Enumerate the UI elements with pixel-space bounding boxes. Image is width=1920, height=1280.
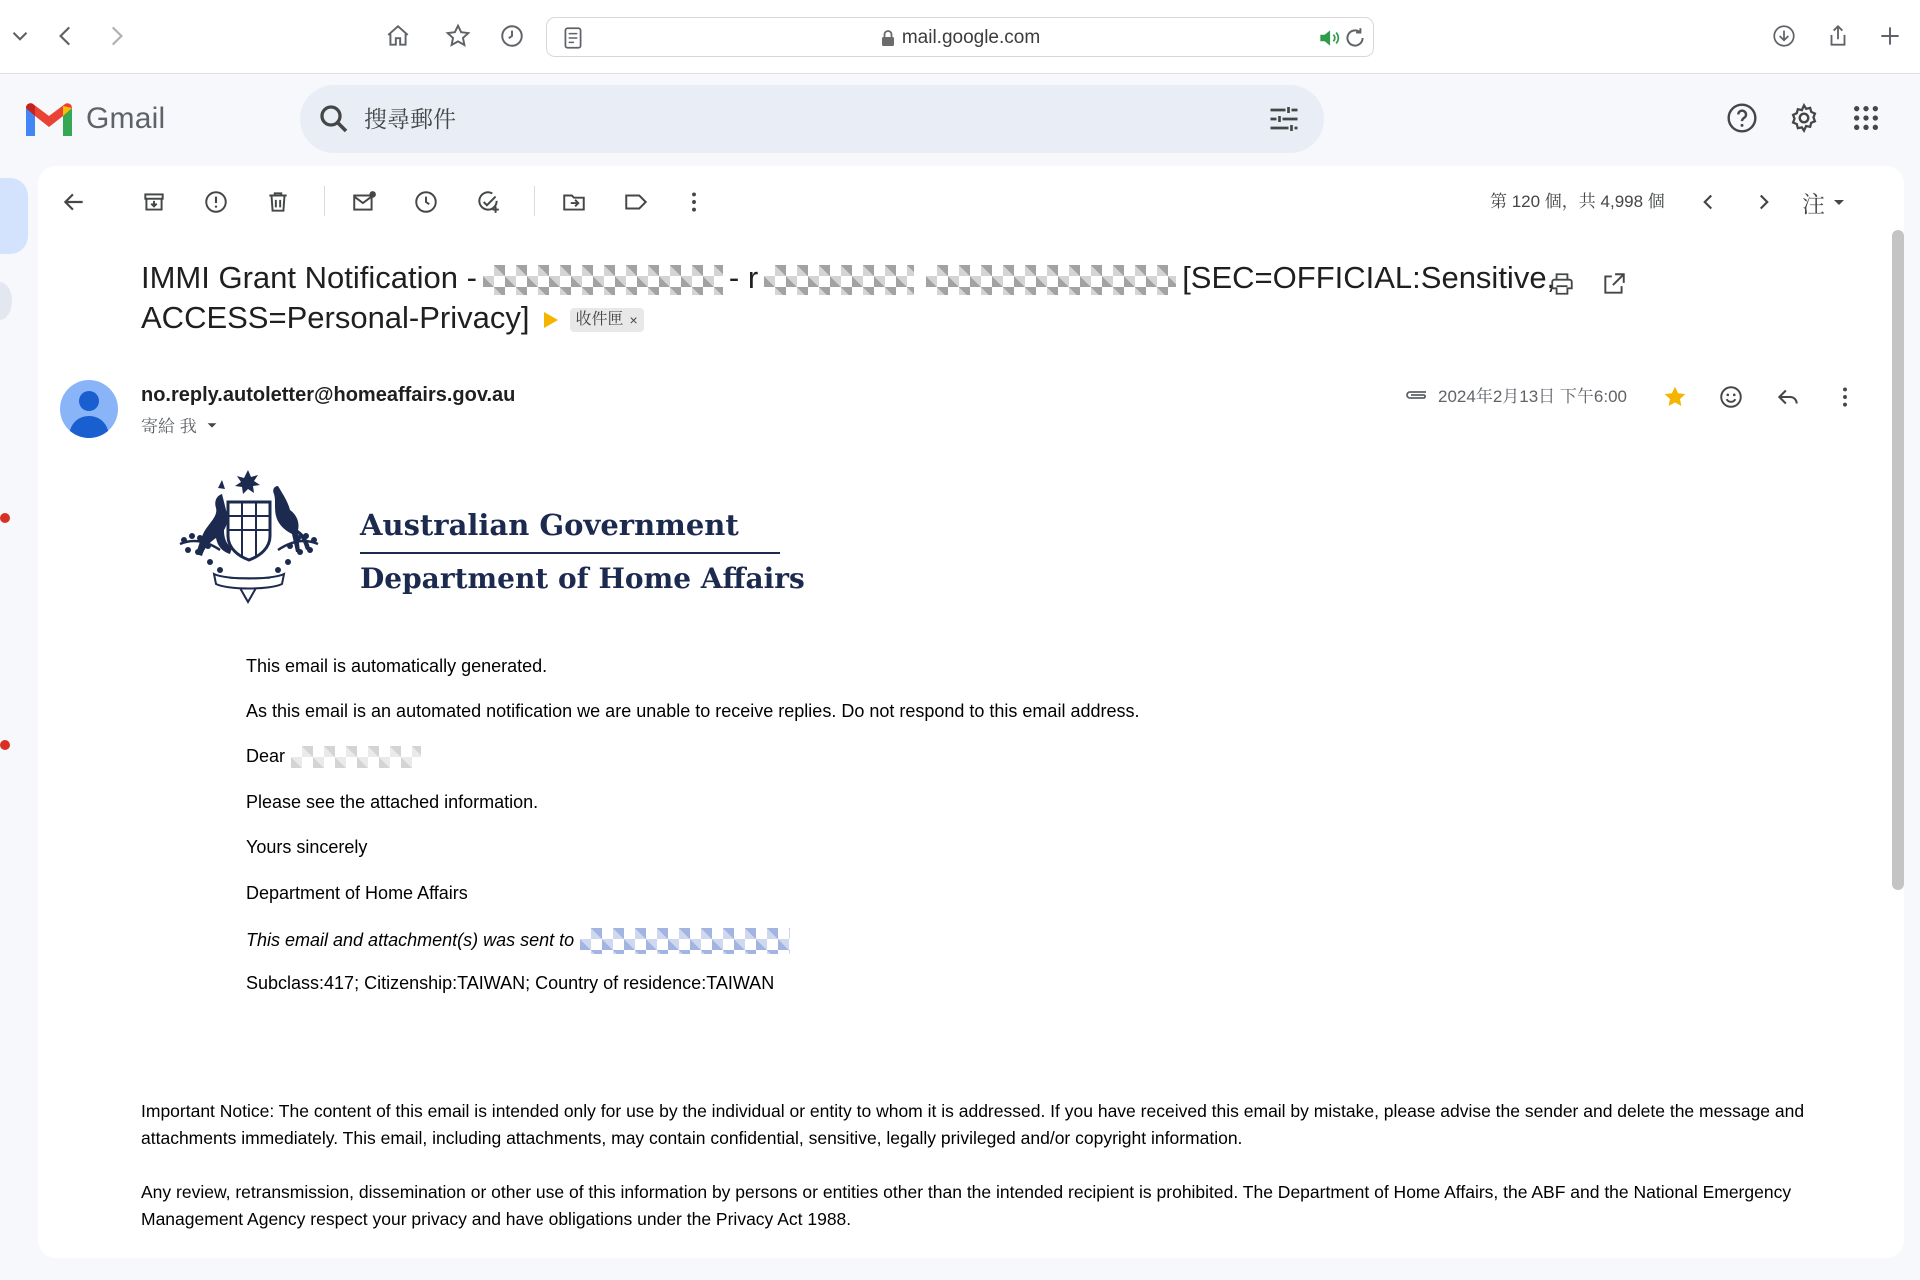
address-bar[interactable]	[546, 17, 1374, 57]
bookmark-star-icon[interactable]	[440, 18, 476, 54]
dear-text: Dear	[246, 746, 286, 766]
search-bar[interactable]	[300, 85, 1324, 153]
message-view	[38, 166, 1904, 1258]
redacted-email	[580, 928, 790, 954]
inbox-label-chip[interactable]	[570, 308, 644, 332]
recipient-text: 寄給 我	[141, 417, 197, 436]
gov-wordmark-title: Australian Government	[360, 508, 739, 542]
email-subject	[141, 258, 1641, 338]
download-icon[interactable]	[1766, 18, 1802, 54]
redacted-name	[291, 746, 421, 768]
message-meta	[1402, 380, 1627, 408]
share-icon[interactable]	[1820, 18, 1856, 54]
settings-gear-icon[interactable]	[1784, 98, 1824, 138]
recipient-details-caret-icon[interactable]	[205, 418, 219, 432]
label-tag-icon[interactable]	[616, 182, 656, 222]
move-to-folder-icon[interactable]	[554, 182, 594, 222]
pagination-count: 第 120 個，共 4,998 個	[1490, 192, 1665, 211]
new-tab-icon[interactable]	[1872, 18, 1908, 54]
body-signature: Department of Home Affairs	[246, 883, 468, 903]
toolbar-divider	[534, 186, 535, 216]
newer-chevron-left-icon[interactable]	[1688, 182, 1728, 222]
rail-nav-item[interactable]	[0, 282, 12, 320]
toolbar-divider	[324, 186, 325, 216]
important-notice: Important Notice: The content of this email is intended only for use by the individual or entity to whom it is addressed. If you have received this email by mistake, please advise the sender and delete the message and attachments immediately. This email, including attachments, may contain confidential, sensitive, legally privileged and/or copyright information.	[141, 1101, 1805, 1148]
gmail-logo[interactable]	[26, 98, 165, 140]
report-spam-icon[interactable]	[196, 182, 236, 222]
sender-email[interactable]: no.reply.autoletter@homeaffairs.gov.au	[141, 384, 516, 406]
subject-access: ACCESS=Personal-Privacy]	[141, 300, 530, 335]
body-subclass: Subclass:417; Citizenship:TAIWAN; Country of residence:TAIWAN	[246, 973, 775, 993]
person-icon	[60, 380, 118, 438]
subject-dash: - r	[728, 260, 759, 295]
forward-icon[interactable]	[98, 18, 134, 54]
sender-avatar[interactable]	[60, 380, 118, 438]
reply-icon[interactable]	[1771, 380, 1805, 414]
lock-icon	[880, 29, 896, 47]
redacted-block	[483, 265, 723, 295]
archive-icon[interactable]	[134, 182, 174, 222]
body-no-reply: As this email is an automated notification we are unable to receive replies. Do not respond to this email address.	[246, 701, 1140, 721]
subject-sec: [SEC=OFFICIAL:Sensitive,	[1182, 260, 1556, 295]
recipient-summary[interactable]	[141, 412, 219, 437]
gmail-wordmark: Gmail	[86, 102, 166, 135]
browser-toolbar	[0, 0, 1920, 74]
gmail-m-icon	[26, 102, 72, 136]
gov-wordmark-rule	[360, 552, 780, 554]
starred-icon[interactable]	[1658, 380, 1692, 414]
url-text: mail.google.com	[901, 27, 1041, 48]
label-chip-text: 收件匣	[575, 310, 624, 328]
back-to-inbox-icon[interactable]	[54, 182, 94, 222]
message-scrollbar[interactable]	[1890, 230, 1904, 1240]
more-vertical-icon[interactable]	[674, 182, 714, 222]
sent-to-text: This email and attachment(s) was sent to	[246, 929, 575, 950]
emoji-reaction-icon[interactable]	[1714, 380, 1748, 414]
message-more-icon[interactable]	[1828, 380, 1862, 414]
help-icon[interactable]	[1722, 98, 1762, 138]
input-tools-button[interactable]	[1802, 184, 1847, 220]
delete-trash-icon[interactable]	[258, 182, 298, 222]
reload-icon[interactable]	[1337, 20, 1373, 56]
tab-dropdown-icon[interactable]	[2, 18, 38, 54]
body-attached: Please see the attached information.	[246, 792, 539, 812]
history-icon[interactable]	[494, 18, 530, 54]
input-tools-label: 注	[1802, 190, 1825, 217]
redacted-block	[926, 265, 1176, 295]
search-input[interactable]	[362, 85, 1212, 153]
search-options-icon[interactable]	[1266, 101, 1302, 137]
gov-wordmark-department: Department of Home Affairs	[360, 562, 805, 595]
caret-down-icon	[1831, 194, 1847, 210]
privacy-notice: Any review, retransmission, dissemination or other use of this information by persons or entities other than the intended recipient is prohibited. The Department of Home Affairs, the ABF and the National Emergency Management Agency respect your privacy and have obligations under the Privacy Act 1988.	[141, 1182, 1792, 1229]
unread-indicator-dot	[0, 740, 10, 750]
add-to-tasks-icon[interactable]	[468, 182, 508, 222]
home-icon[interactable]	[380, 18, 416, 54]
unread-indicator-dot	[0, 513, 10, 523]
body-sincerely: Yours sincerely	[246, 837, 368, 857]
message-date: 2024年2月13日 下午6:00	[1438, 386, 1627, 406]
search-icon[interactable]	[316, 101, 352, 137]
print-icon[interactable]	[1544, 266, 1580, 302]
subject-prefix: IMMI Grant Notification -	[141, 260, 477, 295]
body-sent-to	[246, 928, 796, 954]
older-chevron-right-icon[interactable]	[1744, 182, 1784, 222]
body-auto-generated: This email is automatically generated.	[246, 656, 548, 676]
apps-grid-icon[interactable]	[1846, 98, 1886, 138]
attachment-paperclip-icon	[1402, 384, 1430, 404]
scrollbar-thumb[interactable]	[1892, 230, 1904, 890]
importance-marker-icon[interactable]	[544, 312, 558, 328]
snooze-clock-icon[interactable]	[406, 182, 446, 222]
back-icon[interactable]	[48, 18, 84, 54]
redacted-block	[764, 265, 914, 295]
body-dear	[246, 746, 427, 768]
compose-rail-tab[interactable]	[0, 178, 28, 254]
open-new-window-icon[interactable]	[1596, 266, 1632, 302]
remove-label-icon[interactable]: ×	[629, 311, 638, 328]
mark-unread-icon[interactable]	[344, 182, 384, 222]
